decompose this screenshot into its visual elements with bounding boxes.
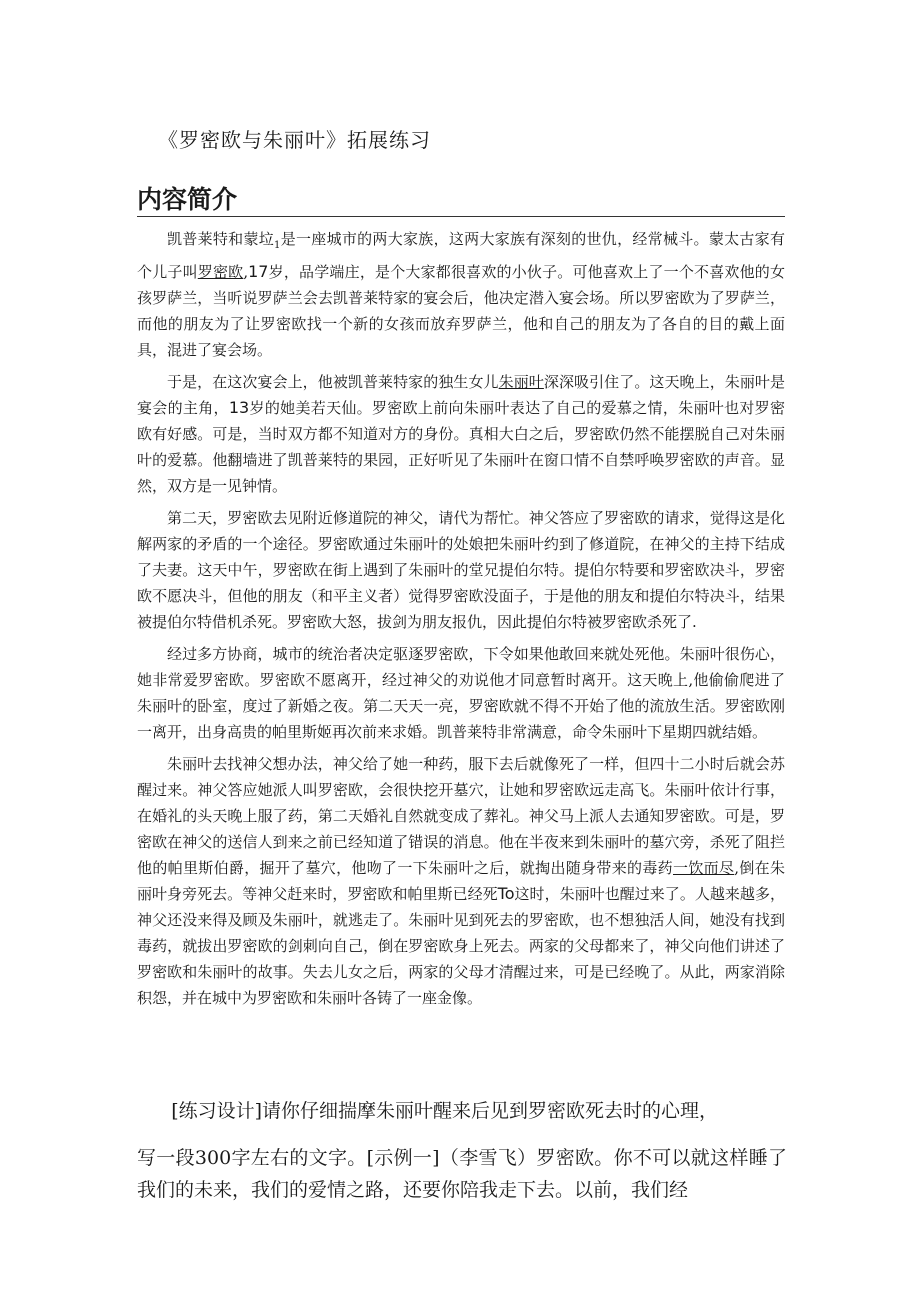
heading-divider [137,216,785,217]
p5-idiom-underlined: 一饮而尽 [673,859,735,877]
p1-text-a: 凯普莱特和蒙垃 [167,230,275,248]
summary-paragraph-4: 经过多方协商，城市的统治者决定驱逐罗密欧，下令如果他敢回来就处死他。朱丽叶很伤心，她非常爱罗密欧。罗密欧不愿离开，经过神父的劝说他才同意暂时离开。这天晚上,他偷偷爬进了朱丽叶的卧室，度过了新婚之夜。第二天天一亮，罗密欧就不得不开始了他的流放生活。罗密欧刚一离开，出身高贵的帕里斯姬再次前来求婚。凯普莱特非常满意，命令朱丽叶下星期四就结婚。 [137,645,785,741]
p5-text-a: 朱丽叶去找神父想办法，神父给了她一种药，服下去后就像死了一样，但四十二小时后就会苏醒过来。神父答应她派人叫罗密欧，会很快挖开墓穴，让她和罗密欧远走高飞。朱丽叶依计行事，在婚礼的头天晚上服了药，第二天婚礼自然就变成了葬礼。神父马上派人去通知罗密欧。可是，罗密欧在神父的送信人到来之前已经知道了错误的消息。他在半夜来到朱丽叶的墓穴旁，杀死了阻拦他的帕里斯伯爵，掘开了墓穴，他吻了一下朱丽叶之后，就掏出随身带来的毒药 [137,755,785,877]
p2-text-a: 于是，在这次宴会上，他被凯普莱特家的独生女儿 [167,373,499,391]
p1-text-c: 是一座城市的两大家族，这两大家族有深刻的世仇，经常械斗。蒙太古家有个儿子叫 [137,230,785,281]
document-title: 《罗密欧与朱丽叶》拓展练习 [158,128,431,152]
p1-footnote-mark: 1 [274,240,281,251]
p2-text-e: 岁的她美若天仙。罗密欧上前向朱丽叶表达了自己的爱慕之情，朱丽叶也对罗密欧有好感。可是，当时双方都不知道对方的身份。真相大白之后，罗密欧仍然不能摆脱自己对朱丽叶的爱慕。他翻墙进了凯普莱特的果园，正好听见了朱丽叶在窗口情不自禁呼唤罗密欧的声音。显然，双方是一见钟情。 [137,399,785,495]
summary-paragraph-3: 第二天，罗密欧去见附近修道院的神父，请代为帮忙。神父答应了罗密欧的请求，觉得这是化解两家的矛盾的一个途径。罗密欧通过朱丽叶的处娘把朱丽叶约到了修道院，在神父的主持下结成了夫妻。这天中午，罗密欧在街上遇到了朱丽叶的堂兄提伯尔特。提伯尔特要和罗密欧决斗，罗密欧不愿决斗，但他的朋友（和平主义者）觉得罗密欧没面子，于是他的朋友和提伯尔特决斗，结果被提伯尔特借机杀死。罗密欧大怒，拔剑为朋友报仇，因此提伯尔特被罗密欧杀死了. [137,509,785,631]
section-heading-summary: 内容简介 [137,185,238,214]
p5-text-e: 这时，朱丽叶也醒过来了。人越来越多，神父还没来得及顾及朱丽叶，就逃走了。朱丽叶见到死去的罗密欧，也不想独活人间，她没有找到毒药，就拔出罗密欧的剑刺向自己，倒在罗密欧身上死去。两家的父母都来了，神父向他们讲述了罗密欧和朱丽叶的故事。失去儿女之后，两家的父母才清醒过来，可是已经晚了。从此，两家消除积怨，并在城中为罗密欧和朱丽叶各铸了一座金像。 [137,885,785,1007]
summary-body [137,226,785,1017]
summary-paragraph-5 [137,751,785,1011]
p2-age-number: 13 [228,398,250,417]
p1-name-romeo: 罗密欧 [197,263,244,281]
p5-text-c: ,倒在朱丽叶身旁死去。等神父赶来时，罗密欧和帕里斯已经死 [137,859,785,903]
exercise-prompt: [练习设计]请你仔细揣摩朱丽叶醒来后见到罗密欧死去时的心理， [171,1100,719,1122]
p1-comma: , [243,263,249,281]
p2-name-juliet: 朱丽叶 [498,373,544,391]
p5-to-text: To [497,884,515,903]
p2-text-c: 深深吸引住了。这天晚上，朱丽叶是宴会的主角， [137,373,785,417]
summary-paragraph-1 [137,226,785,363]
summary-paragraph-2 [137,369,785,499]
p1-age-number: 17 [248,262,269,281]
p1-text-g: 岁，品学端庄，是个大家都很喜欢的小伙子。可他喜欢上了一个不喜欢他的女孩罗萨兰，当听说罗萨兰会去凯普莱特家的宴会后，他决定潜入宴会场。所以罗密欧为了罗萨兰，而他的朋友为了让罗密欧找一个新的女孩而放弃罗萨兰，他和自己的朋友为了各自的目的戴上面具，混进了宴会场。 [137,263,785,359]
exercise-section [137,1094,787,1206]
exercise-example-text: 写一段300字左右的文字。[示例一]（李雪飞）罗密欧。你不可以就这样睡了我们的未来，我们的爱情之路，还要你陪我走下去。以前，我们经 [137,1147,787,1201]
